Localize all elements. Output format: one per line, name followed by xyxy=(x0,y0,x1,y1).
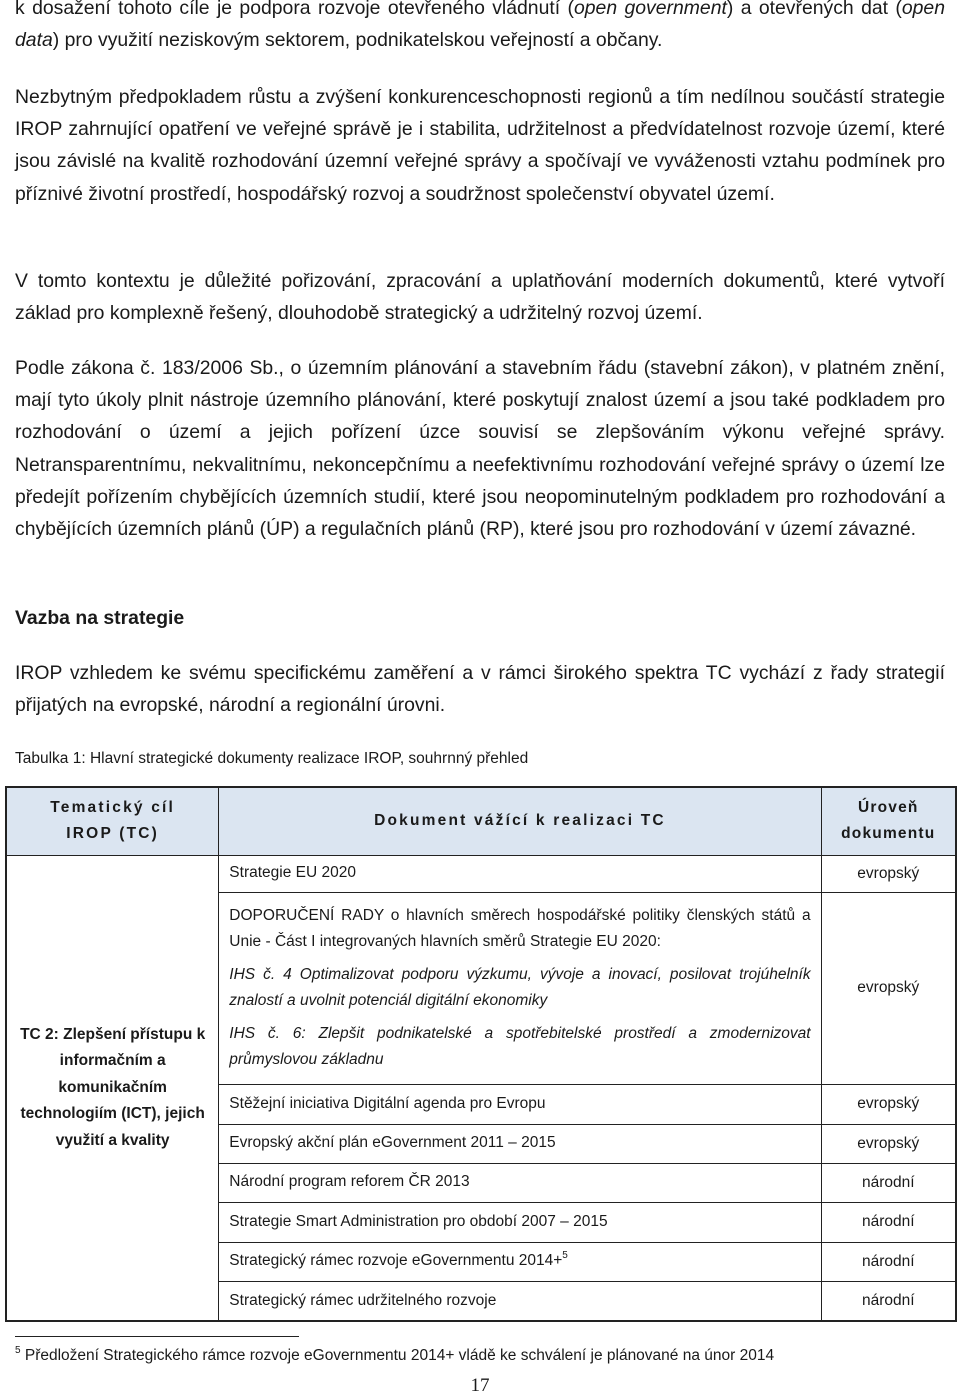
document-cell: Národní program reforem ČR 2013 xyxy=(219,1163,821,1202)
level-cell: evropský xyxy=(821,855,956,892)
level-cell: národní xyxy=(821,1242,956,1281)
ihs-4-text: IHS č. 4 Optimalizovat podporu výzkumu, vývoje a inovací, posilovat trojúhelník znalostí a uvolnit potenciál digitální ekonomiky xyxy=(229,965,811,1009)
level-cell: evropský xyxy=(821,892,956,1084)
emphasis-open-government: open government xyxy=(573,0,727,19)
document-cell: Stěžejní iniciativa Digitální agenda pro Evropu xyxy=(219,1084,821,1124)
level-cell: národní xyxy=(821,1202,956,1242)
footnote-text: Předložení Strategického rámce rozvoje eGovernmentu 2014+ vládě ke schválení je plánované na únor 2014 xyxy=(24,1347,775,1364)
paragraph-prerequisite: Nezbytným předpokladem růstu a zvýšení konkurenceschopnosti regionů a tím nedílnou součástí strategie IROP zahrnující opatření ve veřejné správě je i stabilita, udržitelnost a předvídatelnost rozvoje území, které jsou závislé na kvalitě rozhodování územní veřejné správy a spočívají ve vyváženosti vztahu podmínek pro příznivé životní prostředí, hospodářský rozvoj a soudržnost společenství obyvatel území. xyxy=(15,86,945,205)
text-run: ) pro využití neziskovým sektorem, podnikatelskou veřejností a občany. xyxy=(52,29,663,52)
paragraph-context: V tomto kontextu je důležité pořizování, zpracování a uplatňování moderních dokumentů, které vytvoří základ pro komplexně řešený, dlouhodobě strategický a udržitelný rozvoj území. xyxy=(15,270,945,325)
level-cell: evropský xyxy=(821,1124,956,1163)
header-theme: Tematický cíl IROP (TC) xyxy=(6,787,219,855)
document-cell: Strategický rámec udržitelného rozvoje xyxy=(219,1281,821,1321)
document-cell: Strategie Smart Administration pro období 2007 – 2015 xyxy=(219,1202,821,1242)
footnote-ref: 5 xyxy=(562,1250,568,1262)
section-heading: Vazba na strategie xyxy=(15,607,185,629)
table-header-row xyxy=(6,787,956,855)
document-text: Strategický rámec rozvoje eGovernmentu 2014+ xyxy=(229,1252,563,1270)
text-run: ) a otevřených dat ( xyxy=(726,0,902,19)
text-run: k dosažení tohoto cíle je podpora rozvoje otevřeného vládnutí ( xyxy=(15,0,574,19)
table-row xyxy=(6,855,956,892)
footnote xyxy=(15,1346,774,1366)
table-caption: Tabulka 1: Hlavní strategické dokumenty realizace IROP, souhrnný přehled xyxy=(15,750,529,767)
emphasis-open-data: open data xyxy=(15,0,945,52)
level-cell: evropský xyxy=(821,1084,956,1124)
paragraph-building-act: Podle zákona č. 183/2006 Sb., o územním plánování a stavebním řádu (stavební zákon), v platném znění, mají tyto úkoly plnit nástroje územního plánování, které poskytují znalost území a jsou také podkladem pro rozhodování o území a jejich pořízení úzce souvisí se zlepšováním výkonu veřejné správy. Netransparentnímu, nekvalitnímu, nekoncepčnímu a neefektivnímu rozhodování veřejné správy o území lze předejít pořízením chybějících územních studií, které jsou neopominutelným podkladem pro rozhodování a chybějících územních plánů (ÚP) a regulačních plánů (RP), které jsou pro rozhodování v území závazné. xyxy=(15,357,945,541)
ihs-6-text: IHS č. 6: Zlepšit podnikatelské a spotřebitelské prostředí a zmodernizovat průmyslovou základnu xyxy=(229,1024,811,1068)
header-document: Dokument vážící k realizaci TC xyxy=(219,787,821,855)
paragraph-open-government xyxy=(15,0,945,56)
document-cell xyxy=(219,1242,821,1281)
header-level: Úroveň dokumentu xyxy=(821,787,956,855)
level-cell: národní xyxy=(821,1163,956,1202)
document-cell: Strategie EU 2020 xyxy=(219,855,821,892)
level-cell: národní xyxy=(821,1281,956,1321)
document-cell: Evropský akční plán eGovernment 2011 – 2015 xyxy=(219,1124,821,1163)
page-number: 17 xyxy=(470,1375,490,1396)
footnote-number: 5 xyxy=(15,1345,21,1356)
paragraph-strategies: IROP vzhledem ke svému specifickému zaměření a v rámci širokého spektra TC vychází z řady strategií přijatých na evropské, národní a regionální úrovni. xyxy=(15,662,945,717)
footnote-divider xyxy=(15,1336,299,1337)
recommendation-text: DOPORUČENÍ RADY o hlavních směrech hospodářské politiky členských států a Unie - Část I integrovaných hlavních směrů Strategie EU 2020: xyxy=(229,906,811,950)
strategy-documents-table xyxy=(5,786,957,1322)
theme-cell: TC 2: Zlepšení přístupu k informačním a komunikačním technologiím (ICT), jejich využití a kvality xyxy=(6,855,219,1321)
document-cell xyxy=(219,892,821,1084)
